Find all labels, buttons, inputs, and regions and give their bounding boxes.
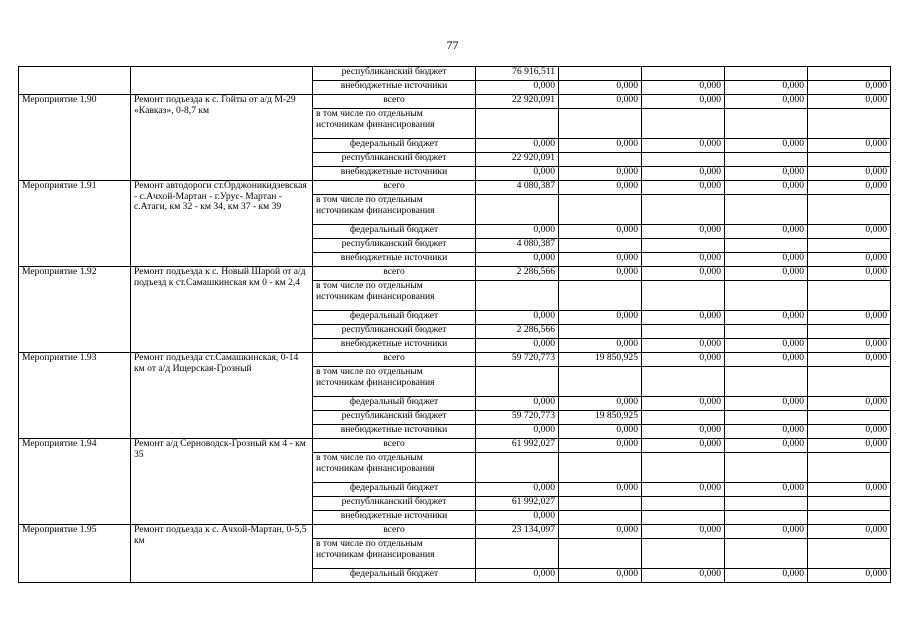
funding-source-cell: всего <box>313 95 476 109</box>
value-cell: 0,000 <box>476 483 559 497</box>
value-cell <box>476 453 559 483</box>
value-cell: 0,000 <box>476 81 559 95</box>
measure-name-cell: Ремонт автодороги ст.Орджоникидзевская - с.Ачхой-Мартан - г.Урус- Мартан - с.Атаги, км 32 - км 34, км 37 - км 39 <box>131 181 313 267</box>
value-cell: 0,000 <box>642 81 725 95</box>
value-cell: 0,000 <box>725 353 808 367</box>
value-cell: 0,000 <box>725 225 808 239</box>
value-cell: 0,000 <box>476 167 559 181</box>
funding-source-cell: всего <box>313 267 476 281</box>
value-cell: 0,000 <box>642 439 725 453</box>
value-cell <box>808 153 891 167</box>
value-cell: 0,000 <box>725 339 808 353</box>
funding-source-cell: республиканский бюджет <box>313 239 476 253</box>
value-cell: 0,000 <box>725 181 808 195</box>
budget-table-body <box>19 67 891 583</box>
value-cell <box>808 453 891 483</box>
value-cell <box>725 281 808 311</box>
value-cell <box>476 281 559 311</box>
value-cell: 0,000 <box>476 311 559 325</box>
table-row <box>19 67 891 81</box>
funding-source-cell: внебюджетные источники <box>313 81 476 95</box>
value-cell: 4 080,387 <box>476 239 559 253</box>
value-cell: 0,000 <box>808 139 891 153</box>
value-cell: 0,000 <box>559 81 642 95</box>
value-cell <box>559 497 642 511</box>
value-cell <box>559 239 642 253</box>
funding-source-cell: в том числе по отдельным источникам финансирования <box>313 539 476 569</box>
value-cell: 0,000 <box>559 439 642 453</box>
funding-source-cell: республиканский бюджет <box>313 67 476 81</box>
measure-id-cell <box>19 67 131 95</box>
table-row <box>19 525 891 539</box>
measure-name-cell: Ремонт подъезда к с. Новый Шарой от а/д подъезд к ст.Самашкинская км 0 - км 2,4 <box>131 267 313 353</box>
value-cell: 0,000 <box>642 397 725 411</box>
value-cell: 0,000 <box>476 139 559 153</box>
value-cell: 0,000 <box>808 267 891 281</box>
funding-source-cell: федеральный бюджет <box>313 483 476 497</box>
value-cell: 0,000 <box>808 253 891 267</box>
value-cell: 0,000 <box>642 425 725 439</box>
measure-name-cell: Ремонт подъезда к с. Ачхой-Мартан, 0-5,5 км <box>131 525 313 583</box>
value-cell: 0,000 <box>559 167 642 181</box>
funding-source-cell: федеральный бюджет <box>313 225 476 239</box>
value-cell: 76 916,511 <box>476 67 559 81</box>
value-cell <box>642 281 725 311</box>
page-number: 77 <box>446 38 459 52</box>
table-row <box>19 353 891 367</box>
value-cell: 0,000 <box>642 253 725 267</box>
value-cell <box>642 153 725 167</box>
value-cell: 0,000 <box>642 167 725 181</box>
value-cell <box>642 367 725 397</box>
funding-source-cell: внебюджетные источники <box>313 167 476 181</box>
value-cell <box>642 109 725 139</box>
value-cell <box>725 67 808 81</box>
funding-source-cell: в том числе по отдельным источникам финансирования <box>313 195 476 225</box>
value-cell <box>808 67 891 81</box>
value-cell <box>642 497 725 511</box>
value-cell: 0,000 <box>642 483 725 497</box>
value-cell: 0,000 <box>642 569 725 583</box>
value-cell <box>808 195 891 225</box>
funding-source-cell: республиканский бюджет <box>313 325 476 339</box>
value-cell <box>559 195 642 225</box>
value-cell: 2 286,566 <box>476 325 559 339</box>
value-cell <box>725 411 808 425</box>
value-cell <box>642 511 725 525</box>
value-cell: 0,000 <box>642 139 725 153</box>
value-cell: 0,000 <box>725 483 808 497</box>
measure-name-cell: Ремонт а/д Серноводск-Грозный км 4 - км 35 <box>131 439 313 525</box>
value-cell: 0,000 <box>808 225 891 239</box>
value-cell <box>808 281 891 311</box>
value-cell <box>808 539 891 569</box>
value-cell: 0,000 <box>725 439 808 453</box>
value-cell <box>808 411 891 425</box>
value-cell <box>808 511 891 525</box>
value-cell <box>642 453 725 483</box>
value-cell: 0,000 <box>559 569 642 583</box>
value-cell: 0,000 <box>559 483 642 497</box>
value-cell: 0,000 <box>559 139 642 153</box>
value-cell <box>725 109 808 139</box>
table-row <box>19 439 891 453</box>
value-cell: 22 920,091 <box>476 95 559 109</box>
value-cell <box>642 325 725 339</box>
value-cell: 0,000 <box>725 311 808 325</box>
value-cell: 0,000 <box>642 339 725 353</box>
measure-id-cell: Мероприятие 1.91 <box>19 181 131 267</box>
budget-table <box>18 66 891 583</box>
value-cell <box>559 367 642 397</box>
funding-source-cell: внебюджетные источники <box>313 511 476 525</box>
value-cell <box>808 239 891 253</box>
value-cell: 0,000 <box>808 181 891 195</box>
value-cell: 0,000 <box>642 267 725 281</box>
value-cell <box>642 539 725 569</box>
funding-source-cell: республиканский бюджет <box>313 153 476 167</box>
value-cell <box>559 109 642 139</box>
value-cell: 0,000 <box>808 95 891 109</box>
funding-source-cell: всего <box>313 181 476 195</box>
value-cell: 0,000 <box>559 425 642 439</box>
value-cell: 0,000 <box>808 425 891 439</box>
value-cell: 0,000 <box>476 339 559 353</box>
value-cell <box>559 511 642 525</box>
value-cell <box>642 411 725 425</box>
value-cell <box>642 67 725 81</box>
value-cell: 0,000 <box>808 311 891 325</box>
value-cell <box>725 497 808 511</box>
funding-source-cell: в том числе по отдельным источникам финансирования <box>313 281 476 311</box>
funding-source-cell: в том числе по отдельным источникам финансирования <box>313 367 476 397</box>
value-cell <box>559 325 642 339</box>
value-cell: 0,000 <box>476 253 559 267</box>
funding-source-cell: республиканский бюджет <box>313 497 476 511</box>
value-cell <box>559 67 642 81</box>
value-cell: 0,000 <box>476 569 559 583</box>
value-cell: 0,000 <box>559 397 642 411</box>
value-cell: 0,000 <box>559 525 642 539</box>
value-cell <box>725 511 808 525</box>
value-cell: 0,000 <box>642 311 725 325</box>
value-cell: 0,000 <box>725 95 808 109</box>
value-cell <box>642 195 725 225</box>
value-cell: 0,000 <box>808 439 891 453</box>
value-cell <box>725 325 808 339</box>
value-cell <box>642 239 725 253</box>
value-cell: 0,000 <box>808 397 891 411</box>
value-cell: 59 720,773 <box>476 411 559 425</box>
measure-id-cell: Мероприятие 1.90 <box>19 95 131 181</box>
value-cell: 0,000 <box>476 397 559 411</box>
value-cell <box>808 497 891 511</box>
value-cell <box>725 153 808 167</box>
funding-source-cell: всего <box>313 439 476 453</box>
value-cell <box>808 325 891 339</box>
value-cell: 0,000 <box>808 569 891 583</box>
measure-id-cell: Мероприятие 1.93 <box>19 353 131 439</box>
measure-id-cell: Мероприятие 1.94 <box>19 439 131 525</box>
value-cell: 0,000 <box>725 139 808 153</box>
value-cell <box>559 453 642 483</box>
measure-name-cell <box>131 67 313 95</box>
value-cell: 61 992,027 <box>476 439 559 453</box>
value-cell: 22 920,091 <box>476 153 559 167</box>
table-row <box>19 267 891 281</box>
table-row <box>19 95 891 109</box>
value-cell: 0,000 <box>725 267 808 281</box>
funding-source-cell: внебюджетные источники <box>313 253 476 267</box>
funding-source-cell: федеральный бюджет <box>313 139 476 153</box>
value-cell: 0,000 <box>476 511 559 525</box>
table-row <box>19 181 891 195</box>
value-cell <box>559 153 642 167</box>
value-cell <box>559 539 642 569</box>
value-cell: 0,000 <box>808 81 891 95</box>
funding-source-cell: всего <box>313 525 476 539</box>
funding-source-cell: федеральный бюджет <box>313 569 476 583</box>
value-cell: 2 286,566 <box>476 267 559 281</box>
value-cell <box>559 281 642 311</box>
funding-source-cell: республиканский бюджет <box>313 411 476 425</box>
value-cell <box>476 367 559 397</box>
value-cell: 0,000 <box>808 483 891 497</box>
value-cell: 19 850,925 <box>559 353 642 367</box>
measure-id-cell: Мероприятие 1.95 <box>19 525 131 583</box>
value-cell: 0,000 <box>559 181 642 195</box>
value-cell: 0,000 <box>559 95 642 109</box>
funding-source-cell: внебюджетные источники <box>313 339 476 353</box>
funding-source-cell: в том числе по отдельным источникам финансирования <box>313 453 476 483</box>
value-cell: 0,000 <box>725 81 808 95</box>
value-cell: 0,000 <box>642 525 725 539</box>
value-cell: 0,000 <box>642 181 725 195</box>
value-cell: 0,000 <box>725 569 808 583</box>
value-cell: 0,000 <box>476 425 559 439</box>
value-cell <box>725 453 808 483</box>
value-cell: 0,000 <box>642 225 725 239</box>
funding-source-cell: в том числе по отдельным источникам финансирования <box>313 109 476 139</box>
value-cell <box>476 195 559 225</box>
value-cell <box>808 367 891 397</box>
value-cell <box>725 239 808 253</box>
value-cell: 0,000 <box>559 225 642 239</box>
measure-id-cell: Мероприятие 1.92 <box>19 267 131 353</box>
measure-name-cell: Ремонт подъезда к с. Гойты от а/д М-29 «Кавказ», 0-8,7 км <box>131 95 313 181</box>
value-cell: 0,000 <box>559 253 642 267</box>
value-cell <box>476 539 559 569</box>
measure-name-cell: Ремонт подъезда ст.Самашкинская, 0-14 км от а/д Ищерская-Грозный <box>131 353 313 439</box>
value-cell: 0,000 <box>559 339 642 353</box>
value-cell: 0,000 <box>808 525 891 539</box>
value-cell: 0,000 <box>725 167 808 181</box>
value-cell: 0,000 <box>642 353 725 367</box>
funding-source-cell: всего <box>313 353 476 367</box>
value-cell: 0,000 <box>725 525 808 539</box>
value-cell: 59 720,773 <box>476 353 559 367</box>
value-cell: 0,000 <box>725 425 808 439</box>
value-cell <box>725 367 808 397</box>
value-cell <box>725 539 808 569</box>
value-cell: 23 134,097 <box>476 525 559 539</box>
value-cell <box>808 109 891 139</box>
value-cell: 0,000 <box>642 95 725 109</box>
value-cell: 19 850,925 <box>559 411 642 425</box>
value-cell: 0,000 <box>808 353 891 367</box>
value-cell: 0,000 <box>559 267 642 281</box>
value-cell: 0,000 <box>725 397 808 411</box>
funding-source-cell: внебюджетные источники <box>313 425 476 439</box>
value-cell: 0,000 <box>476 225 559 239</box>
value-cell: 0,000 <box>725 253 808 267</box>
value-cell: 0,000 <box>808 339 891 353</box>
value-cell: 0,000 <box>559 311 642 325</box>
value-cell <box>476 109 559 139</box>
funding-source-cell: федеральный бюджет <box>313 311 476 325</box>
value-cell <box>725 195 808 225</box>
value-cell: 0,000 <box>808 167 891 181</box>
value-cell: 61 992,027 <box>476 497 559 511</box>
value-cell: 4 080,387 <box>476 181 559 195</box>
funding-source-cell: федеральный бюджет <box>313 397 476 411</box>
